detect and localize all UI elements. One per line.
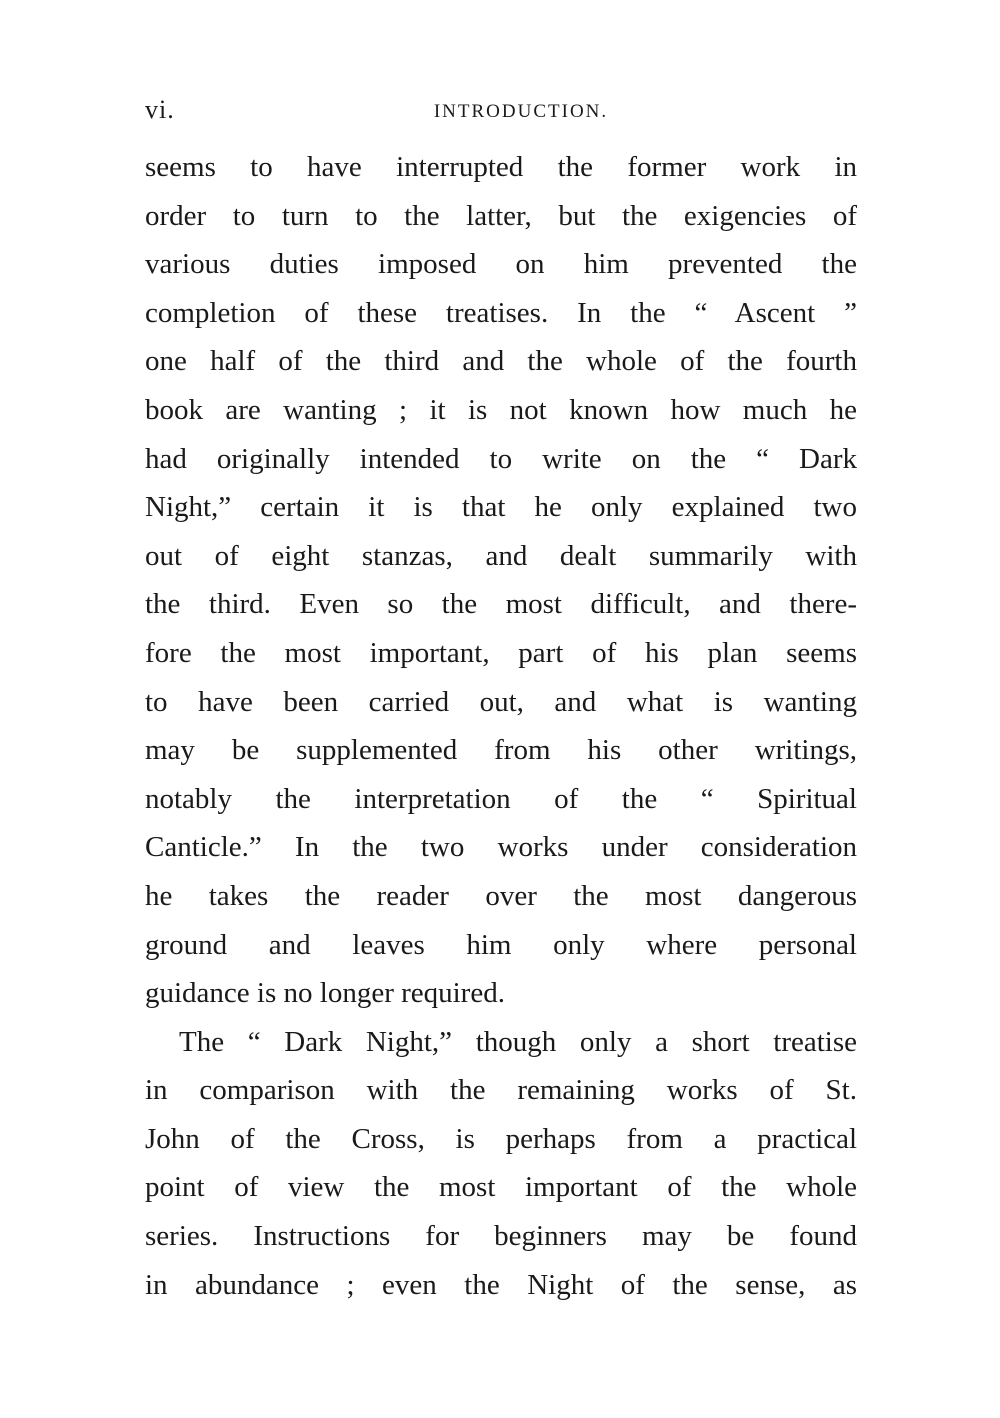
text-line: out of eight stanzas, and dealt summarily with — [145, 539, 857, 572]
page-number: vi. — [145, 95, 175, 124]
text-line: order to turn to the latter, but the exigencies of — [145, 199, 857, 232]
running-title: INTRODUCTION. — [433, 101, 609, 122]
text-line: in comparison with the remaining works of St. — [145, 1074, 857, 1107]
text-line: notably the interpretation of the “ Spiritual — [145, 782, 857, 815]
text-line: guidance is no longer required. — [145, 977, 505, 1010]
text-line: seems to have interrupted the former work in — [145, 151, 857, 183]
text-line: one half of the third and the whole of the fourth — [145, 345, 857, 378]
text-line: the third. Even so the most difficult, and there- — [145, 588, 857, 621]
text-line: may be supplemented from his other writings, — [145, 734, 857, 767]
text-line: to have been carried out, and what is wanting — [145, 685, 857, 718]
text-line: completion of these treatises. In the “ Ascent ” — [145, 296, 857, 329]
text-line: series. Instructions for beginners may be found — [145, 1220, 857, 1253]
text-line: John of the Cross, is perhaps from a practical — [145, 1122, 857, 1155]
text-line: Night,” certain it is that he only explained two — [145, 491, 857, 524]
text-line: point of view the most important of the whole — [145, 1171, 857, 1204]
text-line: he takes the reader over the most dangerous — [145, 879, 857, 912]
text-line: fore the most important, part of his plan seems — [145, 636, 857, 669]
running-header — [145, 95, 857, 131]
paragraph-1 — [145, 143, 857, 1018]
text-line: ground and leaves him only where personal — [145, 928, 857, 961]
text-line: had originally intended to write on the “ Dark — [145, 442, 857, 475]
text-line: various duties imposed on him prevented the — [145, 248, 857, 281]
text-line: Canticle.” In the two works under consideration — [145, 831, 857, 864]
paragraph-2 — [145, 1018, 857, 1310]
text-line: book are wanting ; it is not known how much he — [145, 393, 857, 426]
body-text — [145, 143, 857, 1309]
text-line: The “ Dark Night,” though only a short treatise — [179, 1025, 857, 1058]
text-line: in abundance ; even the Night of the sense, as — [145, 1268, 857, 1301]
